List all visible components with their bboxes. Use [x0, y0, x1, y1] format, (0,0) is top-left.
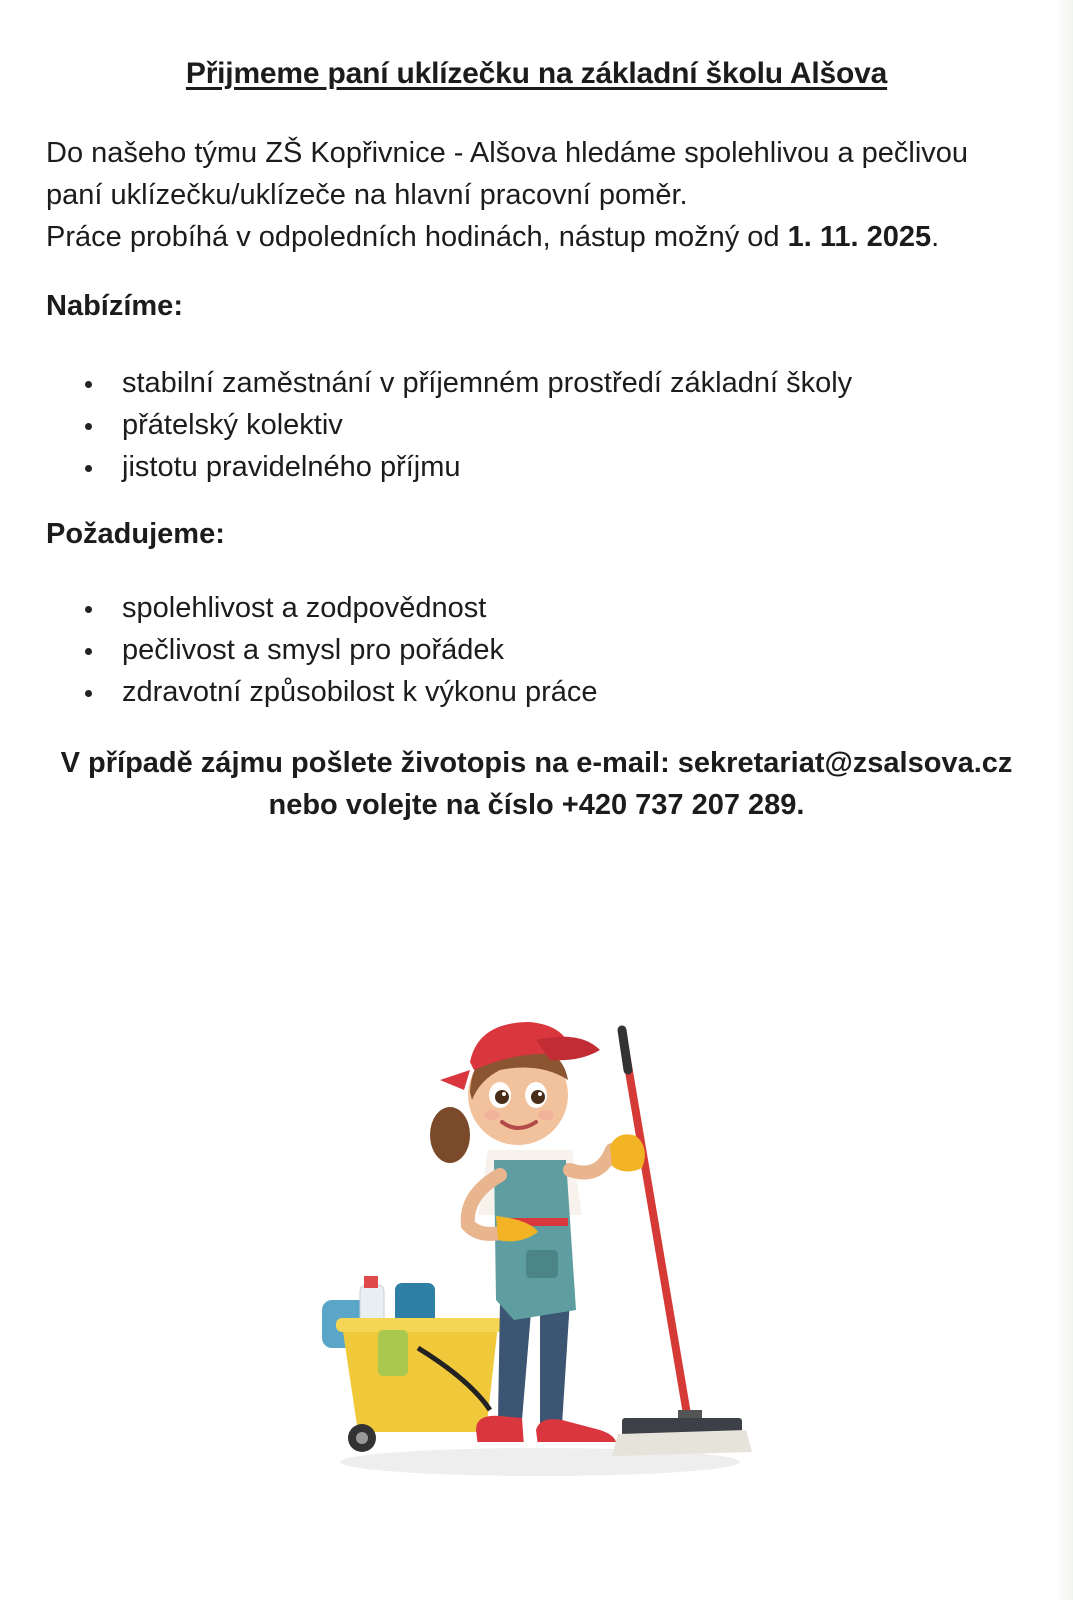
intro-line-3 — [46, 216, 1046, 258]
contact-info — [0, 742, 1073, 826]
torso-icon — [468, 1150, 612, 1320]
cleaning-lady-illustration-icon — [300, 1000, 770, 1490]
list-item: spolehlivost a zodpovědnost — [80, 587, 598, 629]
intro-line-3-text: Práce probíhá v odpoledních hodinách, nástup možný od — [46, 221, 780, 253]
list-item: jistotu pravidelného příjmu — [80, 446, 852, 488]
intro-line-1: Do našeho týmu ZŠ Kopřivnice - Alšova hledáme spolehlivou a pečlivou — [46, 137, 969, 169]
intro-paragraph — [46, 132, 1046, 258]
requirements-list — [80, 587, 598, 713]
contact-phone-line: nebo volejte na číslo +420 737 207 289. — [268, 789, 805, 821]
offer-list — [80, 362, 852, 488]
page-title: Přijmeme paní uklízečku na základní školu Alšova — [185, 57, 888, 90]
contact-email-line: V případě zájmu pošlete životopis na e-mail: sekretariat@zsalsova.cz — [60, 747, 1013, 779]
list-item: stabilní zaměstnání v příjemném prostředí základní školy — [80, 362, 852, 404]
list-item: pečlivost a smysl pro pořádek — [80, 629, 598, 671]
intro-line-2: paní uklízečku/uklízeče na hlavní pracovní poměr. — [46, 179, 688, 211]
requirements-heading: Požadujeme: — [46, 518, 225, 550]
head-icon — [430, 1022, 600, 1163]
mop-icon — [610, 1030, 752, 1456]
list-item: zdravotní způsobilost k výkonu práce — [80, 671, 598, 713]
offer-heading: Nabízíme: — [46, 290, 183, 322]
list-item: přátelský kolektiv — [80, 404, 852, 446]
intro-line-3-suffix: . — [931, 221, 940, 253]
start-date: 1. 11. 2025 — [787, 221, 932, 253]
